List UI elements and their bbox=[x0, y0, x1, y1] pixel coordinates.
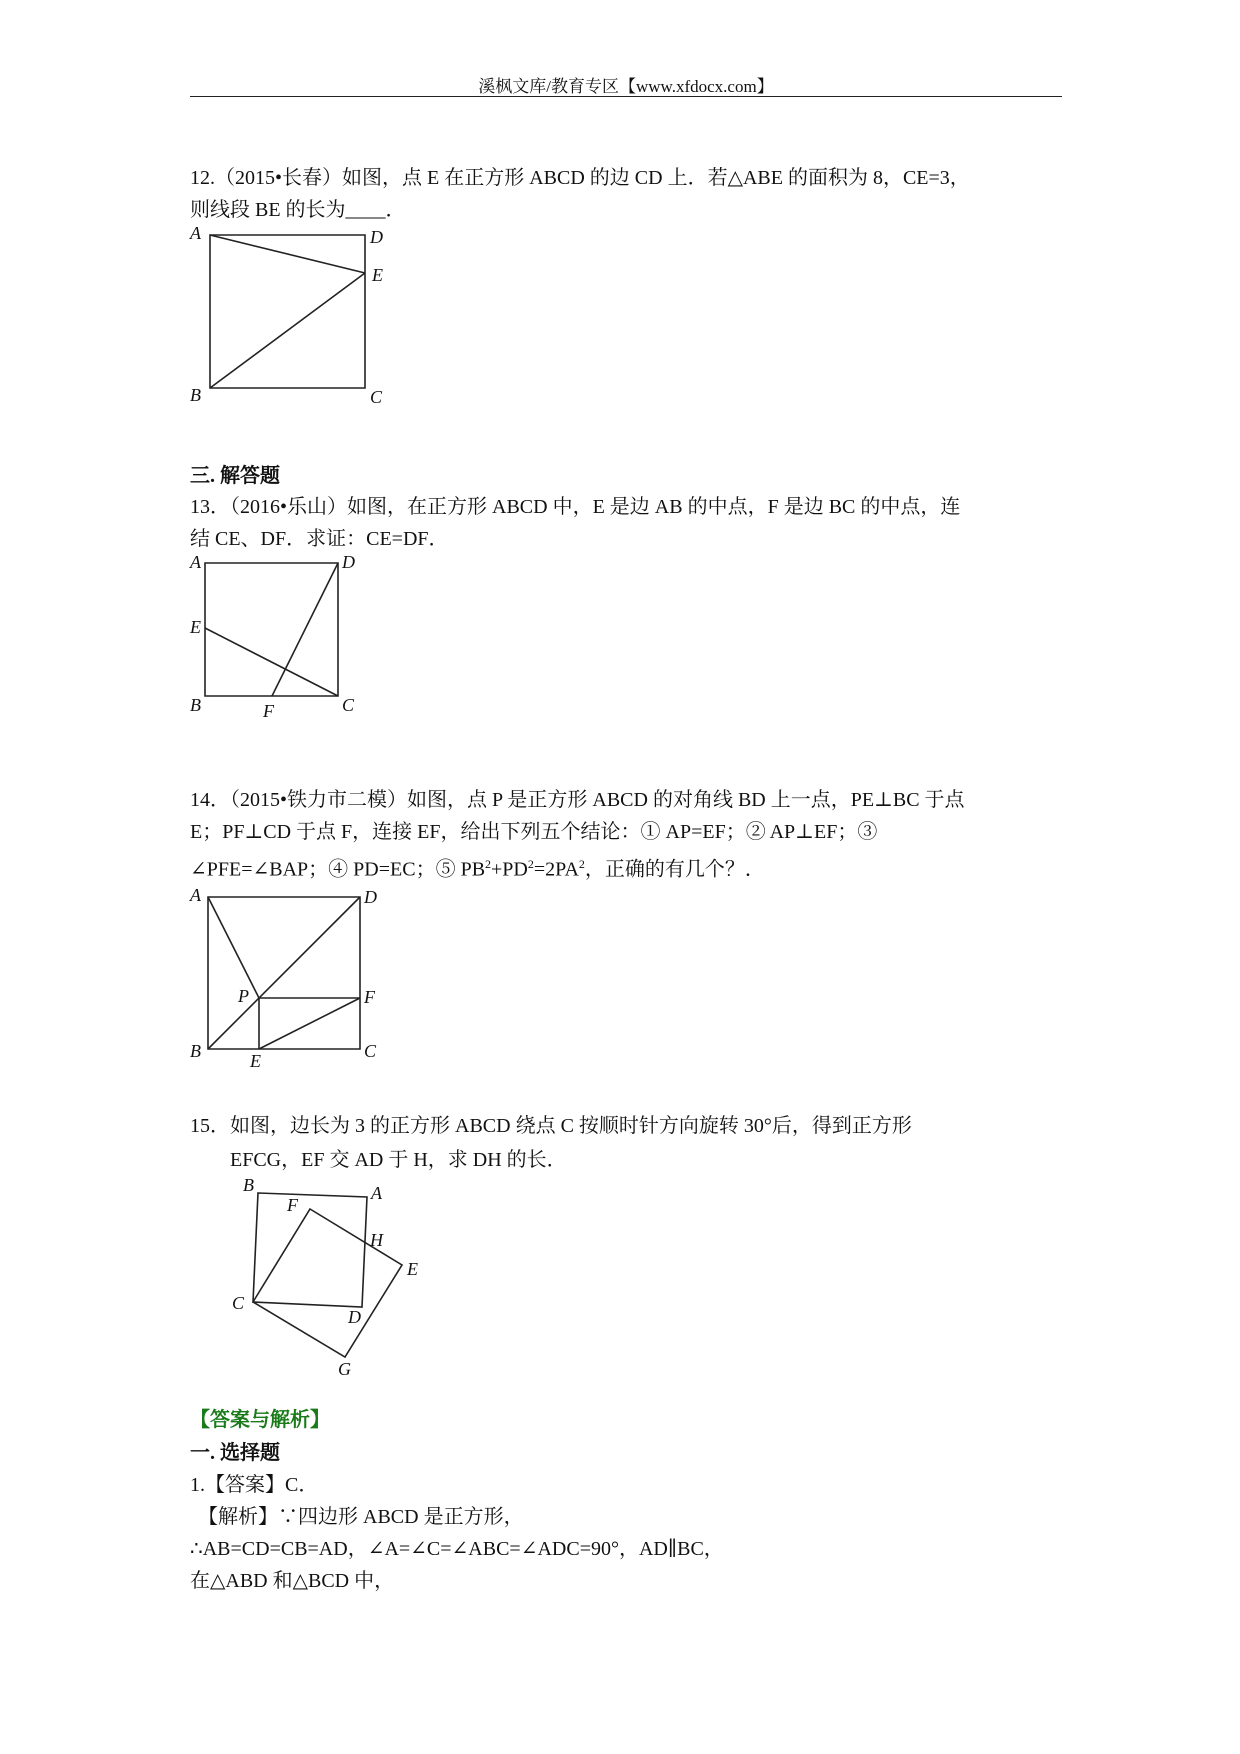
q13-label-a: A bbox=[190, 552, 201, 572]
q12-figure bbox=[190, 225, 410, 415]
q14-label-c: C bbox=[364, 1041, 377, 1061]
q15-label-f: F bbox=[287, 1195, 298, 1215]
answer-1-line3: 在△ABD 和△BCD 中， bbox=[190, 1570, 395, 1592]
q15-text-line1: 15．如图，边长为 3 的正方形 ABCD 绕点 C 按顺时针方向旋转 30°后，得到正方形 bbox=[190, 1115, 912, 1137]
answers-section1-title: 一. 选择题 bbox=[190, 1442, 280, 1464]
q15-label-c: C bbox=[232, 1293, 245, 1313]
q14-label-e: E bbox=[250, 1051, 261, 1071]
q14-label-p: P bbox=[238, 986, 249, 1006]
q13-label-c: C bbox=[342, 695, 355, 715]
q15-label-e: E bbox=[407, 1259, 418, 1279]
q13-text-line1: 13．（2016•乐山）如图，在正方形 ABCD 中，E 是边 AB 的中点，F 是边 BC 的中点，连 bbox=[190, 496, 961, 518]
q12-segment-be bbox=[210, 273, 365, 388]
q14-text-line2: E；PF⊥CD 于点 F，连接 EF，给出下列五个结论：① AP=EF；② AP⊥EF；③ bbox=[190, 821, 878, 843]
q14-segment-ap bbox=[208, 897, 259, 998]
q14-label-d: D bbox=[364, 887, 377, 907]
q13-label-d: D bbox=[342, 552, 355, 572]
q13-square bbox=[205, 563, 338, 696]
q12-label-c: C bbox=[370, 387, 383, 407]
q14-text-line1: 14．（2015•铁力市二模）如图，点 P 是正方形 ABCD 的对角线 BD 上一点，PE⊥BC 于点 bbox=[190, 789, 965, 811]
q15-label-g: G bbox=[338, 1359, 351, 1379]
q12-label-a: A bbox=[190, 223, 201, 243]
q12-text-line2: 则线段 BE 的长为____． bbox=[190, 199, 406, 221]
q13-label-e: E bbox=[190, 617, 201, 637]
q14-figure bbox=[190, 885, 390, 1070]
q13-figure bbox=[190, 552, 380, 725]
q14-diagonal-bd bbox=[208, 897, 360, 1049]
q15-label-h: H bbox=[370, 1230, 383, 1250]
q15-label-b: B bbox=[243, 1175, 254, 1195]
q12-label-d: D bbox=[370, 227, 383, 247]
q12-label-b: B bbox=[190, 385, 201, 405]
q12-label-e: E bbox=[372, 265, 383, 285]
q14-label-f: F bbox=[364, 987, 375, 1007]
answer-1-line2: ∴AB=CD=CB=AD，∠A=∠C=∠ABC=∠ADC=90°，AD∥BC， bbox=[190, 1538, 724, 1560]
q15-figure bbox=[225, 1175, 435, 1385]
answer-1: 1.【答案】C． bbox=[190, 1474, 319, 1496]
q13-label-b: B bbox=[190, 695, 201, 715]
q12-square bbox=[210, 235, 365, 388]
q12-segment-ae bbox=[210, 235, 365, 273]
q14-label-b: B bbox=[190, 1041, 201, 1061]
answer-1-analysis bbox=[198, 1503, 524, 1531]
q13-text-line2: 结 CE、DF．求证：CE=DF． bbox=[190, 528, 449, 550]
q13-segment-ce bbox=[205, 628, 338, 696]
q12-text-line1: 12.（2015•长春）如图，点 E 在正方形 ABCD 的边 CD 上．若△ABE 的面积为 8，CE=3， bbox=[190, 167, 970, 189]
analysis-text: ∵四边形 ABCD 是正方形， bbox=[278, 1506, 524, 1528]
q15-label-a: A bbox=[371, 1183, 382, 1203]
q15-label-d: D bbox=[348, 1307, 361, 1327]
page-header: 溪枫文库/教育专区【www.xfdocx.com】 bbox=[478, 77, 774, 96]
answers-title: 【答案与解析】 bbox=[190, 1409, 330, 1431]
q15-text-line2: EFCG，EF 交 AD 于 H，求 DH 的长． bbox=[230, 1149, 567, 1171]
q14-text-line3: ∠PFE=∠BAP；④ PD=EC；⑤ $PB^2+PD^2=2PA^2$，正确的有几个？． bbox=[190, 857, 765, 881]
q13-segment-df bbox=[272, 563, 338, 696]
header-divider bbox=[190, 96, 1062, 97]
q13-label-f: F bbox=[263, 701, 274, 721]
q14-label-a: A bbox=[190, 885, 201, 905]
section3-title: 三. 解答题 bbox=[190, 465, 280, 487]
analysis-label: 【解析】 bbox=[198, 1506, 278, 1528]
q14-segment-ef bbox=[259, 998, 360, 1049]
